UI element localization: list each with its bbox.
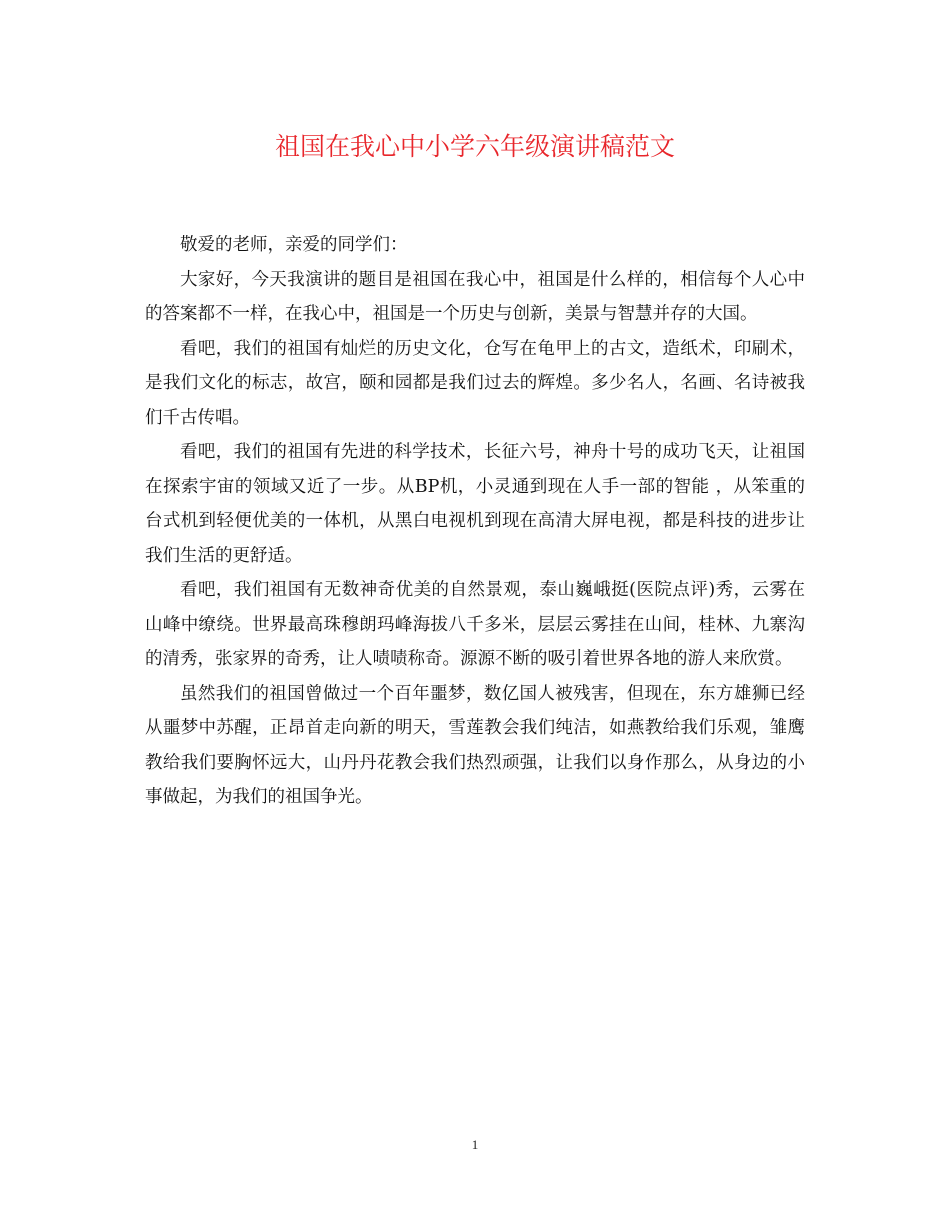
paragraph: 看吧，我们祖国有无数神奇优美的自然景观，泰山巍峨挺(医院点评)秀，云雾在山峰中缭绕。世界最高珠穆朗玛峰海拔八千多米，层层云雾挂在山间，桂林、九寨沟的清秀，张家界的奇秀，让人啧啧称奇。源源不断的吸引着世界各地的游人来欣赏。 [145,580,805,669]
paragraph: 看吧，我们的祖国有先进的科学技术，长征六号，神舟十号的成功飞天，让祖国在探索宇宙的领域又近了一步。从BP机，小灵通到现在人手一部的智能 ，从笨重的台式机到轻便优美的一体机，从黑白电视机到现在高清大屏电视，都是科技的进步让我们生活的更舒适。 [145,442,805,566]
page-number: 1 [471,1137,479,1152]
document-title: 祖国在我心中小学六年级演讲稿范文 [274,132,675,161]
document-body [145,228,805,815]
paragraph-greeting: 敬爱的老师，亲爱的同学们： [180,235,408,255]
paragraph: 看吧，我们的祖国有灿烂的历史文化，仓写在龟甲上的古文，造纸术，印刷术，是我们文化的标志，故宫，颐和园都是我们过去的辉煌。多少名人，名画、名诗被我们千古传唱。 [145,338,805,428]
paragraph: 虽然我们的祖国曾做过一个百年噩梦，数亿国人被残害，但现在，东方雄狮已经从噩梦中苏醒，正昂首走向新的明天，雪莲教会我们纯洁，如燕教给我们乐观，雏鹰教给我们要胸怀远大，山丹丹花教会我们热烈顽强，让我们以身作那么，从身边的小事做起，为我们的祖国争光。 [145,683,805,807]
paragraph: 大家好，今天我演讲的题目是祖国在我心中，祖国是什么样的，相信每个人心中的答案都不一样，在我心中，祖国是一个历史与创新，美景与智慧并存的大国。 [145,269,805,324]
